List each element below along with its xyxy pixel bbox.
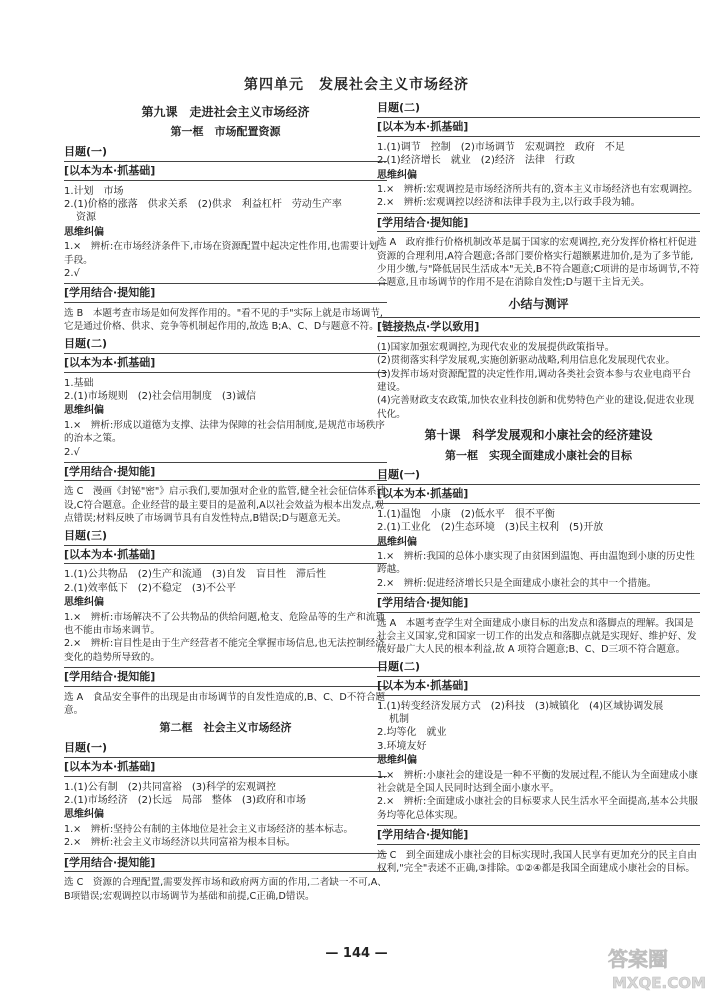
boxed-heading: [以本为本·抓基础]	[64, 161, 387, 180]
explanation: 1.× 辨析:形成以道德为支撑、法律为保障的社会信用制度,是规范市场秩序的治本之策。	[64, 419, 385, 445]
explanation: 选 C 到全面建成小康社会的目标实现时,我国人民享有更加充分的民主自由权利,"完全"表述不正确,③排除。①②④都是我国全面建成小康社会的目标。	[377, 849, 697, 875]
explanation: 2.× 辨析:宏观调控以经济和法律手段为主,以行政手段为辅。	[377, 197, 641, 209]
subheading: 思维纠偏	[64, 226, 104, 238]
unit-title: 第四单元 发展社会主义市场经济	[244, 77, 469, 93]
subheading: 思维纠偏	[377, 536, 417, 548]
boxed-heading: [链接热点·学以致用]	[377, 317, 700, 336]
answer-line: (3)发挥市场对资源配置的决定性作用,调动各类社会资本参与农业电商平台建设。	[377, 368, 692, 393]
answer-line: 2.(1)经济增长 就业 (2)经济 法律 行政	[377, 155, 575, 167]
lesson-title: 第十课 科学发展观和小康社会的经济建设	[424, 428, 653, 443]
explanation: 2.× 辨析:社会主义市场经济以共同富裕为根本目标。	[64, 837, 296, 849]
section-heading: 目题(二)	[64, 336, 108, 350]
boxed-heading: [学用结合·提知能]	[377, 213, 700, 232]
answer-line: 3.环境友好	[377, 740, 427, 752]
explanation: 选 C 漫画《封铋"密"》启示我们,要加强对企业的监管,健全社会征信体系建设,C符合题意。企业经营的最主要目的是盈利,A以社会效益为根本出发点,观点错误;材料反映了市场调节具有自发性特点,B错误;D与题意无关。	[64, 486, 387, 525]
answer-line: 2.均等化 就业	[377, 727, 447, 739]
explanation: 选 A 本题考查学生对全面建成小康目标的出发点和落脚点的理解。我国是社会主义国家,党和国家一切工作的出发点和落脚点就是实现好、维护好、发展好最广大人民的根本利益,故 A 项符合题意;B、C、D三项不符合题意。	[377, 617, 697, 656]
answer-line: 2.(1)市场规则 (2)社会信用制度 (3)诚信	[64, 390, 257, 402]
explanation: 选 C 资源的合理配置,需要发挥市场和政府两方面的作用,二者缺一不可,A、B项错误;宏观调控以市场调节为基础和前提,C正确,D错误。	[64, 877, 387, 902]
explanation: 1.× 辨析:坚持公有制的主体地位是社会主义市场经济的基本标志。	[64, 823, 354, 835]
explanation: 2.× 辨析:盲目性是由于生产经营者不能完全掌握市场信息,也无法控制经济变化的趋势所导致的。	[64, 638, 385, 663]
answer-line: 资源	[76, 212, 96, 224]
subheading: 思维纠偏	[64, 405, 104, 417]
explanation: 1.× 辨析:小康社会的建设是一种不平衡的发展过程,不能认为全面建成小康社会就是全国人民同时达到全面小康水平。	[377, 769, 698, 795]
section-heading: 目题(一)	[64, 740, 108, 754]
subheading: 思维纠偏	[377, 169, 417, 181]
boxed-heading: [以本为本·抓基础]	[64, 757, 387, 776]
explanation: 1.× 辨析:我国的总体小康实现了由贫困到温饱、再由温饱到小康的历史性跨越。	[377, 550, 695, 576]
boxed-heading: [以本为本·抓基础]	[377, 484, 700, 503]
answer-line: 机制	[389, 714, 409, 726]
boxed-heading: [以本为本·抓基础]	[377, 117, 700, 136]
answer-line: 2.(1)市场经济 (2)长远 局部 整体 (3)政府和市场	[64, 795, 307, 807]
subheading: 思维纠偏	[64, 597, 104, 609]
section-heading: 目题(三)	[64, 528, 108, 542]
lesson-title: 第九课 走进社会主义市场经济	[141, 105, 310, 119]
svg-text:MXQE.COM: MXQE.COM	[612, 974, 706, 992]
frame-title: 第二框 社会主义市场经济	[159, 721, 292, 735]
answer-line: 2.(1)工业化 (2)生态环境 (3)民主权利 (5)开放	[377, 522, 604, 534]
answer-line: 1.基础	[64, 377, 94, 389]
answer-line: 1.(1)温饱 小康 (2)低水平 很不平衡	[377, 508, 555, 520]
explanation: 1.× 辨析:宏观调控是市场经济所共有的,资本主义市场经济也有宏观调控。	[377, 184, 698, 196]
svg-text:答案圈: 答案圈	[608, 947, 668, 971]
boxed-heading: [学用结合·提知能]	[377, 593, 700, 612]
answer-line: (1)国家加强宏观调控,为现代农业的发展提供政策指导。	[377, 341, 615, 353]
answer-line: 1.(1)公共物品 (2)生产和流通 (3)自发 盲目性 滞后性	[64, 569, 327, 581]
answer-line: (4)完善财政支农政策,加快农业科技创新和优势特色产业的建设,促进农业现代化。	[377, 395, 695, 420]
section-heading: 目题(二)	[377, 101, 421, 114]
watermark-logo-icon	[600, 940, 710, 995]
summary-title: 小结与测评	[508, 296, 569, 311]
answer-line: 2.√	[64, 446, 80, 458]
answer-line: 1.(1)转变经济发展方式 (2)科技 (3)城镇化 (4)区域协调发展	[377, 700, 664, 712]
boxed-heading: [以本为本·抓基础]	[377, 676, 700, 695]
right-column	[377, 98, 700, 876]
boxed-heading: [学用结合·提知能]	[64, 462, 387, 481]
explanation: 选 A 政府推行价格机制改革是属于国家的宏观调控,充分发挥价格杠杆促进资源的合理利用,A符合题意;各部门要价格实行超额累进加价,是为了多节能,少用少缴,与"降低居民生活成本"无关,B不符合题意;C项讲的是市场调节,不符合题意,且市场调节的作用不是在消除自发性;D与题干主旨无关。	[377, 237, 700, 289]
explanation: 1.× 辨析:市场解决不了公共物品的供给问题,枪支、危险品等的生产和流通也不能由市场来调节。	[64, 611, 385, 636]
boxed-heading: [以本为本·抓基础]	[64, 353, 387, 372]
boxed-heading: [以本为本·抓基础]	[64, 545, 387, 564]
explanation: 1.× 辨析:在市场经济条件下,市场在资源配置中起决定性作用,也需要计划手段。	[64, 241, 379, 266]
boxed-heading: [学用结合·提知能]	[64, 283, 387, 302]
subheading: 思维纠偏	[64, 809, 104, 821]
answer-line: 2.(1)价格的涨落 供求关系 (2)供求 利益杠杆 劳动生产率	[64, 199, 342, 211]
explanation: 选 A 食品安全事件的出现是由市场调节的自发性造成的,B、C、D不符合题意。	[64, 691, 386, 717]
answer-line: 1.(1)调节 控制 (2)市场调节 宏观调控 政府 不足	[377, 141, 625, 153]
answer-line: 2.(1)效率低下 (2)不稳定 (3)不公平	[64, 582, 237, 594]
page-number: — 144 —	[325, 946, 388, 961]
frame-title: 第一框 市场配置资源	[170, 125, 281, 139]
boxed-heading: [学用结合·提知能]	[377, 825, 700, 844]
explanation: 选 B 本题考查市场是如何发挥作用的。"看不见的手"实际上就是市场调节,它是通过价格、供求、竞争等机制起作用的,故选 B;A、C、D与题意不符。	[64, 307, 383, 333]
section-heading: 目题(一)	[377, 467, 421, 481]
explanation: 2.× 辨析:全面建成小康社会的目标要求人民生活水平全面提高,基本公共服务均等化总体实现。	[377, 796, 698, 821]
section-heading: 目题(二)	[377, 659, 421, 673]
answer-line: 2.√	[64, 268, 80, 280]
answer-line: (2)贯彻落实科学发展观,实施创新驱动战略,利用信息化发展现代农业。	[377, 355, 675, 367]
section-heading: 目题(一)	[64, 144, 108, 158]
frame-title: 第一框 实现全面建成小康社会的目标	[445, 448, 632, 462]
explanation: 2.× 辨析:促进经济增长只是全面建成小康社会的其中一个措施。	[377, 577, 657, 589]
left-column	[64, 98, 387, 903]
boxed-heading: [学用结合·提知能]	[64, 853, 387, 872]
boxed-heading: [学用结合·提知能]	[64, 667, 387, 686]
answer-line: 1.计划 市场	[64, 185, 124, 197]
answer-line: 1.(1)公有制 (2)共同富裕 (3)科学的宏观调控	[64, 781, 277, 793]
subheading: 思维纠偏	[377, 755, 417, 767]
